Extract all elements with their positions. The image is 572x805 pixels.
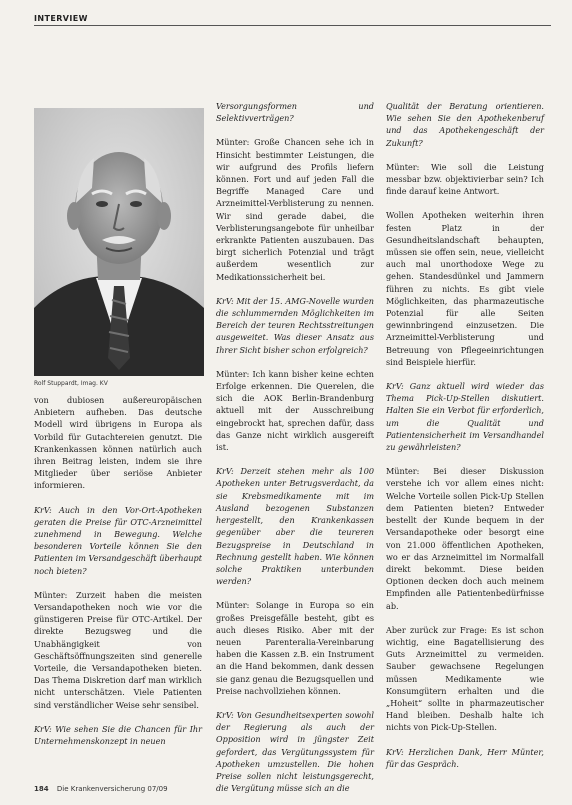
question-paragraph: Versorgungsformen und Selektivverträgen? bbox=[216, 101, 374, 124]
text-column-3 bbox=[386, 100, 544, 780]
paragraph: von dubiosen außereuropäischen Anbietern aufheben. Das deutsche Modell wird übrigens in Europa als Vorbild für Gutachtereien genutzt. Die Krankenkassen können natürlich auch ihren Beitrag leisten, indem sie ihre Mitglieder über seriöse Anbieter informieren. bbox=[34, 395, 202, 491]
paragraph: Münter: Zurzeit haben die meisten Versandapotheken noch wie vor die günstigeren Preise für OTC-Artikel. Der direkte Bezugsweg und die Unabhängigkeit von Geschäftsöffnungszeiten sind generelle Vorteile, die Versandapotheken bieten. Das Thema Diskretion darf man wirklich nicht unterschätzen. Viele Patienten sind verständlicher Weise sehr sensibel. bbox=[34, 589, 202, 710]
paragraph: Münter: Bei dieser Diskussion verstehe ich vor allem eines nicht: Welche Vorteile sollen Pick-Up Stellen dem Patienten bieten? Entweder bestellt der Kunde bequem in der Versandapotheke oder besorgt eine von 21.000 öffentlichen Apotheken, wo er das Arzneimittel im Normalfall direkt bekommt. Diese beiden Optionen decken doch auch meinem Empfinden alle Patientenbedürfnisse ab. bbox=[386, 466, 544, 611]
question-paragraph: KrV: Ganz aktuell wird wieder das Thema Pick-Up-Stellen diskutiert. Halten Sie ein Verbot für erforderlich, um die Qualität und Patientensicherheit im Versandhandel zu gewährleisten? bbox=[386, 381, 544, 453]
paragraph: Wollen Apotheken weiterhin ihren festen Platz in der Gesundheitslandschaft behaupten, müssen sie offen sein, neue, vielleicht auch mal unorthodoxe Wege zu gehen. Standesdünkel und Jammern führen zu nichts. Es gibt viele Möglichkeiten, das pharmazeutische Potenzial für alle Seiten gewinnbringend einzusetzen. Die Arzneimittel-Verblisterung und Betreuung von Pflegeeinrichtungen sind Beispiele hierfür. bbox=[386, 210, 544, 367]
portrait-photo bbox=[34, 108, 204, 376]
question-paragraph: KrV: Herzlichen Dank, Herr Münter, für das Gespräch. bbox=[386, 746, 544, 769]
question-paragraph: KrV: Wie sehen Sie die Chancen für Ihr Unternehmenskonzept in neuen bbox=[34, 723, 202, 747]
question-paragraph: KrV: Von Gesundheitsexperten sowohl der Regierung als auch der Opposition wird in jüngster Zeit gefordert, das Vergütungssystem für Apotheken umzustellen. Die hohen Preise sollen nicht leistungsgerecht, die Vergütung müsse sich an die bbox=[216, 709, 374, 794]
paragraph: Münter: Solange in Europa so ein großes Preisgefälle besteht, gibt es auch dieses Risiko. Aber mit der neuen Parenteralia-Vereinbarung haben die Kassen z.B. ein Instrument an die Hand bekommen, dank dessen sie ganz genau die Bezugsquellen und Preise nachvollziehen können. bbox=[216, 600, 374, 696]
header-divider bbox=[34, 25, 551, 26]
paragraph: Münter: Große Chancen sehe ich in Hinsicht bestimmter Leistungen, die wir aufgrund des Profils liefern können. Fort und auf jeden Fall die Begriffe Managed Care und Arzneimittel-Verblisterung zu nennen. Wir sind gerade dabei, die Verblisterungsangebote für unheilbar erkrankte Patienten auszubauen. Das birgt sicherlich Potenzial und trägt außerdem wesentlich zur Medikationssicherheit bei. bbox=[216, 137, 374, 282]
section-label: INTERVIEW bbox=[34, 14, 88, 23]
question-paragraph: KrV: Derzeit stehen mehr als 100 Apotheken unter Betrugsverdacht, da sie Krebsmedikamente mit im Ausland bezogenen Substanzen hergestellt, den Krankenkassen gegenüber aber die teureren Bezugspreise in Deutschland in Rechnung gestellt haben. Wie können solche Praktiken unterbunden werden? bbox=[216, 466, 374, 587]
paragraph: Münter: Ich kann bisher keine echten Erfolge erkennen. Die Querelen, die sich die AOK Berlin-Brandenburg aktuell mit der Ausschreibung eingebrockt hat, sprechen dafür, dass das Ganze nicht wirklich ausgereift ist. bbox=[216, 368, 374, 453]
text-column-1 bbox=[34, 394, 202, 779]
paragraph: Aber zurück zur Frage: Es ist schon wichtig, eine Bagatellisierung des Guts Arzneimittel zu vermeiden. Sauber gewachsene Regelungen müssen Medikamente wie Konsumgütern erhalten und die „Hoheit“ sollte in pharmazeutischer Hand bleiben. Deshalb halte ich nichts von Pick-Up-Stellen. bbox=[386, 624, 544, 733]
question-paragraph: KrV: Auch in den Vor-Ort-Apotheken geraten die Preise für OTC-Arzneimittel zunehmend in Bewegung. Welche besonderen Vorteile können Sie den Patienten im Versandgeschäft überhaupt noch bieten? bbox=[34, 504, 202, 576]
photo-caption: Rolf Stuppardt, Imag. KV bbox=[34, 380, 108, 387]
portrait-image bbox=[34, 108, 204, 376]
question-paragraph: Qualität der Beratung orientieren. Wie sehen Sie den Apothekenberuf und das Apothekengeschäft der Zukunft? bbox=[386, 101, 544, 148]
page-footer bbox=[34, 785, 168, 793]
page-number: 184 bbox=[34, 785, 49, 793]
paragraph: Münter: Wie soll die Leistung messbar bzw. objektivierbar sein? Ich finde darauf keine Antwort. bbox=[386, 161, 544, 197]
text-column-2 bbox=[216, 100, 374, 794]
question-paragraph: KrV: Mit der 15. AMG-Novelle wurden die schlummernden Möglichkeiten im Bereich der teuren Rechtsstreitungen ausgeweitet. Was dieser Ansatz aus Ihrer Sicht bisher schon erfolgreich? bbox=[216, 295, 374, 355]
publication-name: Die Krankenversicherung 07/09 bbox=[56, 785, 168, 793]
